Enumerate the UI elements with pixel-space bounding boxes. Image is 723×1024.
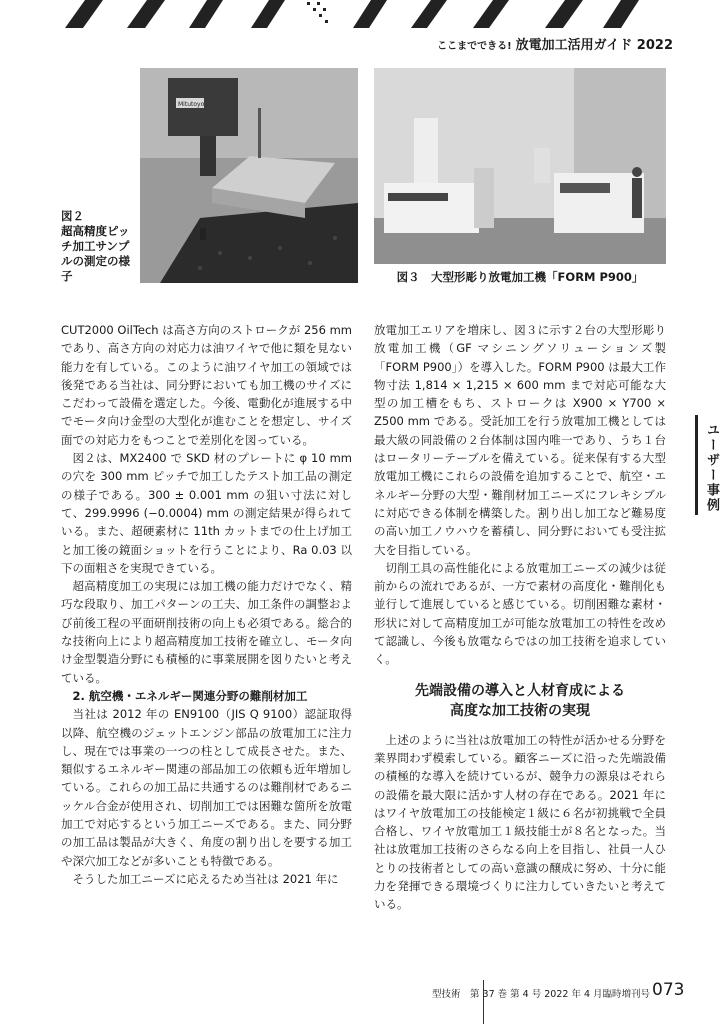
footer-magazine-info: 型技術 第 37 巻 第 4 号 2022 年 4 月臨時増刊号 bbox=[432, 989, 651, 1000]
header-decoration bbox=[55, 0, 655, 30]
figure3-caption: 図３ 大型形彫り放電加工機「FORM P900」 bbox=[396, 270, 644, 284]
section-heading bbox=[374, 681, 666, 721]
figure2-label-line: 図２ bbox=[61, 209, 84, 223]
guide-tagline: ここまでできる! bbox=[437, 41, 512, 52]
paragraph: 放電加工エリアを増床し、図３に示す２台の大型形彫り放電加工機（GF マシニングソリューションズ製「FORM P900」）を導入した。FORM P900 は最大工作物寸法 1,814 × 1,215 × 600 mm まで対応可能な大型の加工槽をもち、ストロークは X900 × Y700 × Z500 mm である。受託加工を行う放電加工機としては最大級の同設備の２台体制は国内唯一であり、うち１台はロータリーテーブルを備えている。従来保有する大型放電加工機にこれらの設備を追加することで、航空・エネルギー分野の大型・難削材加工ニーズにフレキシブルに対応できる体制を構築した。割り出し加工など難易度の高い加工ノウハウを蓄積し、同分野においても受注拡大を目指している。 bbox=[374, 323, 666, 557]
paragraph: CUT2000 OilTech は高さ方向のストロークが 256 mm であり、高さ方向の対応力は油ワイヤで他に類を見ない能力を有している。このように油ワイヤ加工の領域では後発である当社は、同分野においても加工機のサイズにこだわって設備を選定した。今後、電動化が進展する中でモータ向け金型の大型化が進むことを想定し、サイズ面での対応力をもつことで差別化を図っている。 bbox=[61, 323, 352, 447]
figure3-photo bbox=[374, 68, 666, 264]
paragraph: 切削工具の高性能化による放電加工ニーズの減少は従前からの流れであるが、一方で素材の高度化・難削化も並行して進展していると感じている。切削困難な素材・形状に対して高精度加工が可能な放電加工の特性を改めて認識し、今後も放電ならではの加工技術を追求していく。 bbox=[374, 560, 666, 667]
guide-title bbox=[437, 34, 673, 53]
subsection-heading: 2. 航空機・エネルギー関連分野の難削材加工 bbox=[72, 688, 308, 703]
section-heading-line: 高度な加工技術の実現 bbox=[450, 702, 590, 719]
section-heading-line: 先端設備の導入と人材育成による bbox=[415, 682, 625, 699]
mitutoyo-logo: Mitutoyo bbox=[178, 101, 205, 108]
figure2-photo bbox=[140, 68, 358, 283]
side-tab bbox=[695, 415, 723, 515]
figure2-label-line: ルの測定の様 bbox=[61, 254, 130, 268]
guide-title-text: 放電加工活用ガイド 2022 bbox=[515, 38, 673, 53]
figure2-label-line: チ加工サンプ bbox=[61, 239, 130, 253]
paragraph: 当社は 2012 年の EN9100（JIS Q 9100）認証取得以降、航空機のジェットエンジン部品の放電加工に注力し、現在では事業の一つの柱として成長させた。また、類似するエネルギー関連の部品加工の依頼も近年増加している。これらの加工品に共通するのは難削材であるニッケル合金が使用され、切削加工では困難な箇所を放電加工で対応するという加工ニーズである。また、同分野の加工品は製品が大きく、角度の割り出しを要する加工や深穴加工などが多いことも特徴である。 bbox=[61, 707, 352, 868]
left-column bbox=[61, 321, 352, 888]
page-number: 073 bbox=[652, 980, 685, 1000]
side-tab-label: ユーザー事例 bbox=[704, 423, 719, 513]
paragraph: 超高精度加工の実現には加工機の能力だけでなく、精巧な段取り、加工パターンの工夫、加工条件の調整および前後工程の平面研削技術の向上も必須である。総合的な技術向上により超高精度加工技術を確立し、モータ向け金型製造分野にも積極的に事業展開を図りたいと考えている。 bbox=[61, 579, 352, 685]
right-column bbox=[374, 321, 666, 914]
figure2-label-line: 子 bbox=[61, 269, 73, 283]
paragraph: 上述のように当社は放電加工の特性が活かせる分野を業界問わず模索している。顧客ニーズに沿った先端設備の積極的な導入を続けているが、競争力の源泉はそれらの設備を最大限に活かす人材の存在である。2021 年にはワイヤ放電加工の技能検定１級に６名が初挑戦で全員合格し、ワイヤ放電加工１級技能士が８名となった。当社は放電加工技術のさらなる向上を目指し、社員一人ひとりの技術者としての高い意識の醸成に努め、十分に能力を発揮できる環境づくりに注力していきたいと考えている。 bbox=[374, 732, 666, 912]
figure2-label bbox=[61, 209, 146, 284]
paragraph: そうした加工ニーズに応えるため当社は 2021 年に bbox=[72, 871, 339, 886]
figure2-label-line: 超高精度ピッ bbox=[61, 224, 130, 238]
paragraph: 図２は、MX2400 で SKD 材のプレートに φ 10 mm の穴を 300 mm ピッチで加工したテスト加工品の測定の様子である。300 ± 0.001 mm の狙い寸法に対して、299.9996 (−0.0004) mm の測定結果が得られている。また、超硬素材に 11th カットまでの仕上げ加工と加工後の鏡面ショットを行うことにより、Ra 0.03 以下の面粗さを実現できている。 bbox=[61, 451, 352, 575]
